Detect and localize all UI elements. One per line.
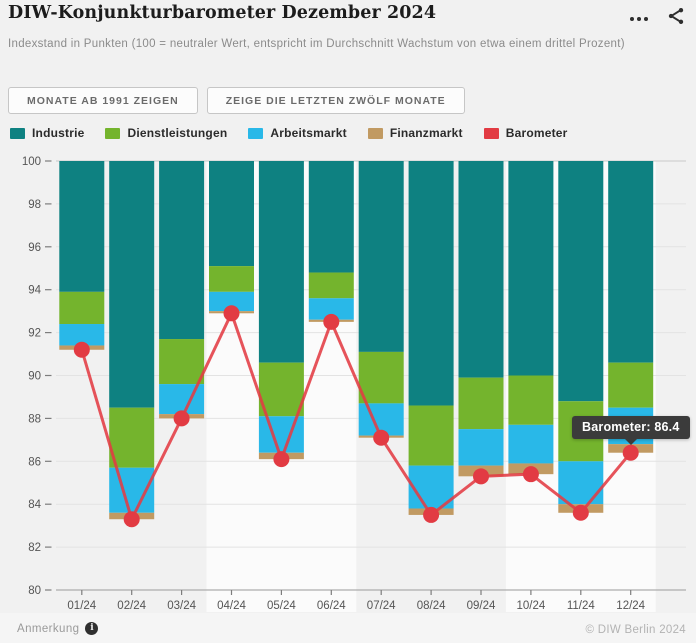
- bar-segment-industrie-02/24[interactable]: [109, 161, 154, 408]
- barometer-dot-12/24[interactable]: [623, 445, 639, 461]
- bar-segment-dienstleistungen-10/24[interactable]: [508, 376, 553, 425]
- legend-swatch-finanzmarkt: [368, 128, 383, 139]
- show-last-twelve-months-button[interactable]: ZEIGE DIE LETZTEN ZWÖLF MONATE: [207, 87, 465, 114]
- bar-segment-arbeitsmarkt-05/24[interactable]: [259, 416, 304, 452]
- legend-item-dienstleistungen: [105, 126, 227, 140]
- barometer-dot-05/24[interactable]: [273, 451, 289, 467]
- barometer-dot-06/24[interactable]: [323, 314, 339, 330]
- y-axis-label: 84: [28, 499, 41, 512]
- legend-swatch-barometer: [484, 128, 499, 139]
- x-axis-label: 10/24: [516, 600, 546, 612]
- x-axis-label: 11/24: [566, 600, 595, 612]
- x-axis-label: 05/24: [267, 600, 296, 612]
- bar-segment-dienstleistungen-06/24[interactable]: [309, 273, 354, 299]
- bar-segment-industrie-01/24[interactable]: [59, 161, 104, 292]
- x-axis-label: 04/24: [217, 600, 246, 612]
- bar-segment-dienstleistungen-02/24[interactable]: [109, 408, 154, 468]
- chart-canvas[interactable]: [0, 145, 696, 615]
- barometer-dot-02/24[interactable]: [124, 511, 140, 527]
- barometer-dot-07/24[interactable]: [373, 430, 389, 446]
- show-months-from-1991-button[interactable]: MONATE AB 1991 ZEIGEN: [8, 87, 198, 114]
- y-axis-label: 96: [28, 241, 41, 254]
- legend-item-industrie: [10, 126, 84, 140]
- legend-item-barometer: [484, 126, 568, 140]
- barometer-dot-10/24[interactable]: [523, 466, 539, 482]
- chart: [0, 145, 696, 615]
- bar-segment-arbeitsmarkt-11/24[interactable]: [558, 461, 603, 504]
- info-icon[interactable]: i: [85, 622, 98, 635]
- bar-segment-industrie-12/24[interactable]: [608, 161, 653, 363]
- bar-segment-industrie-07/24[interactable]: [359, 161, 404, 352]
- bar-segment-industrie-06/24[interactable]: [309, 161, 354, 273]
- legend-swatch-industrie: [10, 128, 25, 139]
- x-axis-label: 12/24: [616, 600, 646, 612]
- bar-segment-dienstleistungen-12/24[interactable]: [608, 363, 653, 408]
- bar-segment-dienstleistungen-08/24[interactable]: [409, 406, 454, 466]
- y-axis-label: 90: [28, 370, 41, 383]
- bar-segment-industrie-04/24[interactable]: [209, 161, 254, 266]
- y-axis-label: 94: [28, 284, 41, 297]
- note-label: Anmerkung: [17, 622, 80, 635]
- legend-item-finanzmarkt: [368, 126, 463, 140]
- x-axis-label: 08/24: [416, 600, 446, 612]
- y-axis-label: 100: [21, 156, 41, 168]
- range-buttons: [8, 87, 465, 114]
- copyright: © DIW Berlin 2024: [585, 624, 686, 636]
- barometer-dot-03/24[interactable]: [174, 410, 190, 426]
- header-icons: [628, 6, 686, 31]
- barometer-dot-04/24[interactable]: [224, 305, 240, 321]
- y-axis-label: 80: [28, 585, 41, 597]
- legend-label: Dienstleistungen: [127, 126, 228, 140]
- page-title: DIW-Konjunkturbarometer Dezember 2024: [8, 3, 437, 23]
- barometer-dot-11/24[interactable]: [573, 505, 589, 521]
- x-axis-label: 07/24: [366, 600, 396, 612]
- legend: [10, 126, 568, 140]
- bar-segment-industrie-03/24[interactable]: [159, 161, 204, 339]
- y-axis-label: 88: [28, 413, 41, 426]
- bar-segment-arbeitsmarkt-10/24[interactable]: [508, 425, 553, 464]
- bar-segment-dienstleistungen-09/24[interactable]: [459, 378, 504, 429]
- tooltip-text: Barometer: 86.4: [582, 420, 680, 434]
- barometer-dot-09/24[interactable]: [473, 468, 489, 484]
- bar-segment-industrie-05/24[interactable]: [259, 161, 304, 363]
- legend-label: Finanzmarkt: [389, 126, 463, 140]
- chart-subtitle: Indexstand in Punkten (100 = neutraler Wert, entspricht im Durchschnitt Wachstum von etwa einem drittel Prozent): [8, 38, 625, 50]
- bar-segment-dienstleistungen-05/24[interactable]: [259, 363, 304, 417]
- note-toggle[interactable]: [17, 622, 98, 635]
- legend-swatch-arbeitsmarkt: [248, 128, 263, 139]
- bar-segment-industrie-09/24[interactable]: [459, 161, 504, 378]
- y-axis-label: 92: [28, 327, 41, 340]
- y-axis-label: 82: [28, 542, 41, 555]
- bar-segment-dienstleistungen-04/24[interactable]: [209, 266, 254, 292]
- x-axis-label: 09/24: [466, 600, 496, 612]
- tooltip: [572, 416, 690, 439]
- x-axis-label: 01/24: [67, 600, 97, 612]
- legend-item-arbeitsmarkt: [248, 126, 346, 140]
- bar-segment-arbeitsmarkt-09/24[interactable]: [459, 429, 504, 465]
- bar-segment-industrie-08/24[interactable]: [409, 161, 454, 406]
- legend-label: Arbeitsmarkt: [270, 126, 347, 140]
- bar-segment-dienstleistungen-01/24[interactable]: [59, 292, 104, 324]
- x-axis-label: 02/24: [117, 600, 147, 612]
- bar-segment-dienstleistungen-07/24[interactable]: [359, 352, 404, 403]
- more-options-icon[interactable]: [628, 13, 650, 25]
- bar-segment-dienstleistungen-03/24[interactable]: [159, 339, 204, 384]
- x-axis-label: 06/24: [316, 600, 346, 612]
- y-axis-label: 86: [28, 456, 41, 469]
- share-icon[interactable]: [666, 6, 686, 31]
- bar-segment-industrie-11/24[interactable]: [558, 161, 603, 401]
- bar-segment-industrie-10/24[interactable]: [508, 161, 553, 376]
- y-axis-label: 98: [28, 198, 41, 211]
- legend-swatch-dienstleistungen: [105, 128, 120, 139]
- legend-label: Industrie: [32, 126, 85, 140]
- legend-label: Barometer: [505, 126, 568, 140]
- barometer-dot-08/24[interactable]: [423, 507, 439, 523]
- x-axis-label: 03/24: [167, 600, 196, 612]
- barometer-dot-01/24[interactable]: [74, 342, 90, 358]
